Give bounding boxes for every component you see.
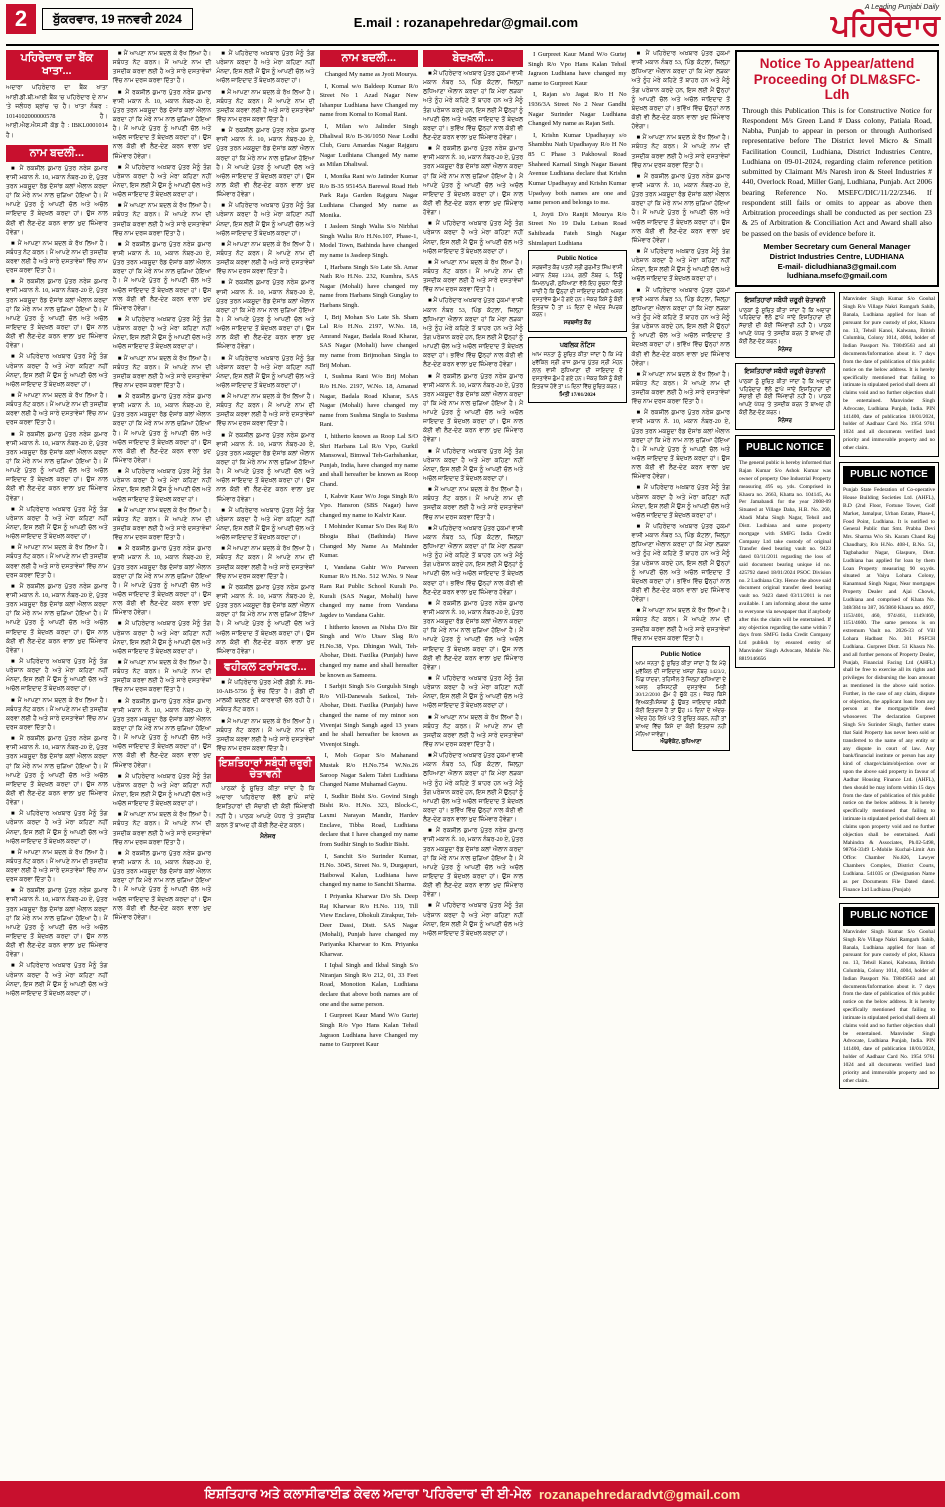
notice-paragraph: ■ ਮੈਂ ਰਕਸ਼ੀਲ ਕੁਮਾਰ ਪੁੱਤਰ ਨਰੇਸ਼ ਕੁਮਾਰ ਵਾਸੀ ਮਕਾਨ ਨੰ. 10, ਮਕਾਨ ਨੰਬਰ-20 ਏ, ਪੁੱਤਰ ਤਰਨ ਮਕਸੂਦਾ ਰੋਡ ਦੋਸਾਂਝ ਕਲਾਂ ਐਲਾਨ ਕਰਦਾ ਹਾਂ ਕਿ ਮੇਰੇ ਨਾਮ ਨਾਲ ਜੁੜਿਆ ਹੋਇਆ ਹੈ। ਮੈਂ ਆਪਣੇ ਪੁੱਤਰ ਨੂੰ ਆਪਣੀ ਚੱਲ ਅਤੇ ਅਚੱਲ ਜਾਇਦਾਦ ਤੋਂ ਬੇਦਖ਼ਲ ਕਰਦਾ ਹਾਂ। ਉਸ ਨਾਲ ਕੋਈ ਵੀ ਲੈਣ-ਦੇਣ ਕਰਨ ਵਾਲਾ ਖੁਦ ਜ਼ਿੰਮੇਵਾਰ ਹੋਵੇਗਾ। [423,828,524,899]
notice-paragraph: ■ ਮੈਂ ਪਹਿਰੇਦਾਰ ਅਖ਼ਬਾਰ ਪੁੱਤਰ ਹੁਕਮਾਂ ਵਾਸੀ ਮਕਾਨ ਨੰਬਰ 53, ਪਿੰਡ ਕੋਟਲਾ, ਜ਼ਿਲ੍ਹਾ ਲੁਧਿਆਣਾ ਐਲਾਨ ਕਰਦਾ ਹਾਂ ਕਿ ਮੇਰਾ ਲੜਕਾ ਅਤੇ ਨੂੰਹ ਮੇਰੇ ਕਹਿਣੇ ਤੋਂ ਬਾਹਰ ਹਨ ਅਤੇ ਮੈਨੂੰ ਤੰਗ ਪਰੇਸ਼ਾਨ ਕਰਦੇ ਹਨ, ਇਸ ਲਈ ਮੈਂ ਉਨ੍ਹਾਂ ਨੂੰ ਆਪਣੀ ਚੱਲ ਅਤੇ ਅਚੱਲ ਜਾਇਦਾਦ ਤੋਂ ਬੇਦਖ਼ਲ ਕਰਦਾ ਹਾਂ। ਭਵਿੱਖ ਵਿੱਚ ਉਨ੍ਹਾਂ ਨਾਲ ਕੋਈ ਵੀ ਲੈਣ-ਦੇਣ ਕਰਨ ਵਾਲਾ ਖੁਦ ਜ਼ਿੰਮੇਵਾਰ ਹੋਵੇਗਾ। [631,51,730,131]
notice-paragraph: ■ ਮੈਂ ਰਕਸ਼ੀਲ ਕੁਮਾਰ ਪੁੱਤਰ ਨਰੇਸ਼ ਕੁਮਾਰ ਵਾਸੀ ਮਕਾਨ ਨੰ. 10, ਮਕਾਨ ਨੰਬਰ-20 ਏ, ਪੁੱਤਰ ਤਰਨ ਮਕਸੂਦਾ ਰੋਡ ਦੋਸਾਂਝ ਕਲਾਂ ਐਲਾਨ ਕਰਦਾ ਹਾਂ ਕਿ ਮੇਰੇ ਨਾਮ ਨਾਲ ਜੁੜਿਆ ਹੋਇਆ ਹੈ। ਮੈਂ ਆਪਣੇ ਪੁੱਤਰ ਨੂੰ ਆਪਣੀ ਚੱਲ ਅਤੇ ਅਚੱਲ ਜਾਇਦਾਦ ਤੋਂ ਬੇਦਖ਼ਲ ਕਰਦਾ ਹਾਂ। ਉਸ ਨਾਲ ਕੋਈ ਵੀ ਲੈਣ-ਦੇਣ ਕਰਨ ਵਾਲਾ ਖੁਦ ਜ਼ਿੰਮੇਵਾਰ ਹੋਵੇਗਾ। [112,89,212,160]
list-item: I Jasleen Singh Walia S/o Nirbhai Singh Walia R/o H.No.107, Phase-1, Model Town, Bathinda have changed my name is Jasdeep Singh. [319,223,419,259]
list-item: I Mohinder Kumar S/o Des Raj R/o Bhogta Bhai (Bathinda) Have Changed My Name As Mahinder Kumar. [319,523,419,560]
tender-ad-heading: ਇਸ਼ਤਿਹਾਰਾਂ ਸਬੰਧੀ ਜ਼ਰੂਰੀ ਚੇਤਾਵਨੀ [744,368,826,376]
notice-paragraph: ■ ਮੈਂ ਪਹਿਰੇਦਾਰ ਅਖ਼ਬਾਰ ਪੁੱਤਰ ਮੈਨੂੰ ਤੰਗ ਪਰੇਸ਼ਾਨ ਕਰਦਾ ਹੈ ਅਤੇ ਮੇਰਾ ਕਹਿਣਾ ਨਹੀਂ ਮੰਨਦਾ, ਇਸ ਲਈ ਮੈਂ ਉਸ ਨੂੰ ਆਪਣੀ ਚੱਲ ਅਤੇ ਅਚੱਲ ਜਾਇਦਾਦ ਤੋਂ ਬੇਦਖ਼ਲ ਕਰਦਾ ਹਾਂ। [216,203,315,237]
tender-ad-sign: ਮੈਨੇਜਰ [778,346,792,353]
list-item: I, hitherto known as Roop Lal S/O Shri Harbans Lal R/o Vpo, Gurkil Mansowal, Bimwal Teh-Garhshankar, Punjab, India, have changed my name and shall hereafter be known as Roop Chand. [319,432,419,488]
column-7-body [632,50,730,644]
list-item: I Priyanka Kharwar D/o Sh. Deep Raj Kharwar R/o H.No. 119, Till View Enclave, Dhokuli Zirakpur, Teh-Deer Dassi, Distt. SAS Nagar (Mohali), Punjab have changed my Pariyanka Kharwar to Km. Priyanka Kharwar. [319,892,419,958]
tender-ad-body: ਪਾਠਕਾਂ ਨੂੰ ਸੂਚਿਤ ਕੀਤਾ ਜਾਂਦਾ ਹੈ ਕਿ ਅਦਾਰਾ 'ਪਹਿਰੇਦਾਰ' ਵੱਲੋਂ ਛਾਪੇ ਜਾਂਦੇ ਇਸ਼ਤਿਹਾਰਾਂ ਦੀ ਸੱਚਾਈ ਦੀ ਕੋਈ ਜ਼ਿੰਮੇਵਾਰੀ ਨਹੀਂ ਹੈ। ਪਾਠਕ ਆਪਣੇ ਪੱਧਰ 'ਤੇ ਤਸਦੀਕ ਕਰਨ ਤੋਂ ਬਾਅਦ ਹੀ ਕੋਈ ਲੈਣ-ਦੇਣ ਕਰਨ। [738,307,831,345]
notice-paragraph: ■ ਮੈਂ ਪਹਿਰੇਦਾਰ ਅਖ਼ਬਾਰ ਪੁੱਤਰ ਮੈਨੂੰ ਤੰਗ ਪਰੇਸ਼ਾਨ ਕਰਦਾ ਹੈ ਅਤੇ ਮੇਰਾ ਕਹਿਣਾ ਨਹੀਂ ਮੰਨਦਾ, ਇਸ ਲਈ ਮੈਂ ਉਸ ਨੂੰ ਆਪਣੀ ਚੱਲ ਅਤੇ ਅਚੱਲ ਜਾਇਦਾਦ ਤੋਂ ਬੇਦਖ਼ਲ ਕਰਦਾ ਹਾਂ। [6,506,108,541]
section-head-badsaluki: ਬੇਦਖ਼ਲੀ... [423,50,523,67]
publication-logo [739,4,939,40]
notice-paragraph: ■ ਮੈਂ ਰਕਸ਼ੀਲ ਕੁਮਾਰ ਪੁੱਤਰ ਨਰੇਸ਼ ਕੁਮਾਰ ਵਾਸੀ ਮਕਾਨ ਨੰ. 10, ਮਕਾਨ ਨੰਬਰ-20 ਏ, ਪੁੱਤਰ ਤਰਨ ਮਕਸੂਦਾ ਰੋਡ ਦੋਸਾਂਝ ਕਲਾਂ ਐਲਾਨ ਕਰਦਾ ਹਾਂ ਕਿ ਮੇਰੇ ਨਾਮ ਨਾਲ ਜੁੜਿਆ ਹੋਇਆ ਹੈ। ਮੈਂ ਆਪਣੇ ਪੁੱਤਰ ਨੂੰ ਆਪਣੀ ਚੱਲ ਅਤੇ ਅਚੱਲ ਜਾਇਦਾਦ ਤੋਂ ਬੇਦਖ਼ਲ ਕਰਦਾ ਹਾਂ। ਉਸ ਨਾਲ ਕੋਈ ਵੀ ਲੈਣ-ਦੇਣ ਕਰਨ ਵਾਲਾ ਖੁਦ ਜ਼ਿੰਮੇਵਾਰ ਹੋਵੇਗਾ। [631,410,730,481]
public-notice-small-4 [528,337,626,403]
notice-paragraph: ■ ਮੈਂ ਆਪਣਾ ਨਾਮ ਬਦਲ ਕੇ ਰੱਖ ਲਿਆ ਹੈ। ਸਬੰਧਤ ਨੋਟ ਕਰਨ। ਮੈਂ ਆਪਣੇ ਨਾਮ ਦੀ ਤਸਦੀਕ ਕਰਵਾ ਲਈ ਹੈ ਅਤੇ ਸਾਰੇ ਦਸਤਾਵੇਜ਼ਾਂ ਵਿੱਚ ਨਾਮ ਦਰਜ ਕਰਵਾ ਦਿੱਤਾ ਹੈ। [6,393,108,427]
notice-paragraph: ■ ਮੈਂ ਆਪਣਾ ਨਾਮ ਬਦਲ ਕੇ ਰੱਖ ਲਿਆ ਹੈ। ਸਬੰਧਤ ਨੋਟ ਕਰਨ। ਮੈਂ ਆਪਣੇ ਨਾਮ ਦੀ ਤਸਦੀਕ ਕਰਵਾ ਲਈ ਹੈ ਅਤੇ ਸਾਰੇ ਦਸਤਾਵੇਜ਼ਾਂ ਵਿੱਚ ਨਾਮ ਦਰਜ ਕਰਵਾ ਦਿੱਤਾ ਹੈ। [216,718,315,752]
public-notice-en-3 [839,903,939,1089]
section-head-tender: ਇਸ਼ਤਿਹਾਰਾਂ ਸਬੰਧੀ ਜ਼ਰੂਰੀ ਚੇਤਾਵਨੀ [216,756,314,782]
notice-paragraph: ■ ਮੈਂ ਰਕਸ਼ੀਲ ਕੁਮਾਰ ਪੁੱਤਰ ਨਰੇਸ਼ ਕੁਮਾਰ ਵਾਸੀ ਮਕਾਨ ਨੰ. 10, ਮਕਾਨ ਨੰਬਰ-20 ਏ, ਪੁੱਤਰ ਤਰਨ ਮਕਸੂਦਾ ਰੋਡ ਦੋਸਾਂਝ ਕਲਾਂ ਐਲਾਨ ਕਰਦਾ ਹਾਂ ਕਿ ਮੇਰੇ ਨਾਮ ਨਾਲ ਜੁੜਿਆ ਹੋਇਆ ਹੈ। ਮੈਂ ਆਪਣੇ ਪੁੱਤਰ ਨੂੰ ਆਪਣੀ ਚੱਲ ਅਤੇ ਅਚੱਲ ਜਾਇਦਾਦ ਤੋਂ ਬੇਦਖ਼ਲ ਕਰਦਾ ਹਾਂ। ਉਸ ਨਾਲ ਕੋਈ ਵੀ ਲੈਣ-ਦੇਣ ਕਰਨ ਵਾਲਾ ਖੁਦ ਜ਼ਿੰਮੇਵਾਰ ਹੋਵੇਗਾ। [6,583,108,654]
content-grid [6,50,939,1465]
list-item: I Sarbjit Singh S/o Gurgulsh Singh R/o Vill-Danewals Satkosl, Teh-Abohar, Distt. Fazilka (Punjab) have changed the name of my minor son Vivenjat Singh Sangh aged 13 years and he shall hereafter be known as Vivenjot Singh. [319,683,419,748]
column-6 [528,50,626,1465]
section-head-vehicle-transfer: ਵਹੀਕਲ ਟਰਾਂਸਫਰ... [216,659,314,676]
public-notice-body: The general public is hereby informed that Rajan Kumar S/o Ashok Kumar was owner of property One Industrial Property measuring 495 sq. yds. Comprised in Khasra no. 2663, Khatta no. 104145, As Per Jamabandi for the year 2008-09 Situated at Village Daha, H.B. No. 260, Abadi Maha Singh Nagar, Tehsil and Distt. Ludhiana and same property mortgage with SMFG India Credit Company Ltd take custody of original Transfer deed bearing vault no. 9423 dated 03/11/2011 regarding the loss of said document bearing unique id no. 425792 dated 18/01/2024 PSOC Division no. 2 Ludhiana City. Hence the above said document original transfer deed bearing vault no. 9423 dated 03/11/2011 is not available. I am informing about the same to everyone via newspaper that if anybody after this the claim will be entertained. If any objection regarding the same within 7 days from SMFG India Credit Company Ltd publish by ensured entity of Manvinder Singh Advocate, Mobile No. 8819146656 [738,460,831,662]
notice-paragraph: ■ ਮੈਂ ਪਹਿਰੇਦਾਰ ਪੁੱਤਰ ਮੇਰੀ ਗੱਡੀ ਨੰ. PB-10-AB-5756 ਨੂੰ ਵੇਚ ਦਿੱਤਾ ਹੈ। ਗੱਡੀ ਦੀ ਮਾਲਕੀ ਬਦਲਣ ਦੀ ਕਾਰਵਾਈ ਚੱਲ ਰਹੀ ਹੈ। ਸਬੰਧਤ ਨੋਟ ਕਰਨ। [216,680,315,714]
column-4 [320,50,418,1465]
notice-paragraph: ■ ਮੈਂ ਪਹਿਰੇਦਾਰ ਅਖ਼ਬਾਰ ਪੁੱਤਰ ਮੈਨੂੰ ਤੰਗ ਪਰੇਸ਼ਾਨ ਕਰਦਾ ਹੈ ਅਤੇ ਮੇਰਾ ਕਹਿਣਾ ਨਹੀਂ ਮੰਨਦਾ, ਇਸ ਲਈ ਮੈਂ ਉਸ ਨੂੰ ਆਪਣੀ ਚੱਲ ਅਤੇ ਅਚੱਲ ਜਾਇਦਾਦ ਤੋਂ ਬੇਦਖ਼ਲ ਕਰਦਾ ਹਾਂ। [6,963,108,997]
column-1 [6,50,108,1465]
list-item: I, Joyti D/o Ranjit Mourya R/o Street No 19 Dalu Leisan Road Sahibzada Fateh Singh Nagar Shimlapuri Ludhiana [528,210,627,247]
notice-paragraph: ■ ਮੈਂ ਪਹਿਰੇਦਾਰ ਅਖ਼ਬਾਰ ਪੁੱਤਰ ਮੈਨੂੰ ਤੰਗ ਪਰੇਸ਼ਾਨ ਕਰਦਾ ਹੈ ਅਤੇ ਮੇਰਾ ਕਹਿਣਾ ਨਹੀਂ ਮੰਨਦਾ, ਇਸ ਲਈ ਮੈਂ ਉਸ ਨੂੰ ਆਪਣੀ ਚੱਲ ਅਤੇ ਅਚੱਲ ਜਾਇਦਾਦ ਤੋਂ ਬੇਦਖ਼ਲ ਕਰਦਾ ਹਾਂ। [6,354,108,388]
notice-paragraph: ■ ਮੈਂ ਪਹਿਰੇਦਾਰ ਅਖ਼ਬਾਰ ਪੁੱਤਰ ਮੈਨੂੰ ਤੰਗ ਪਰੇਸ਼ਾਨ ਕਰਦਾ ਹੈ ਅਤੇ ਮੇਰਾ ਕਹਿਣਾ ਨਹੀਂ ਮੰਨਦਾ, ਇਸ ਲਈ ਮੈਂ ਉਸ ਨੂੰ ਆਪਣੀ ਚੱਲ ਅਤੇ ਅਚੱਲ ਜਾਇਦਾਦ ਤੋਂ ਬੇਦਖ਼ਲ ਕਰਦਾ ਹਾਂ। [423,903,524,937]
column-1-body [6,165,108,999]
logo-wordmark: ਪਹਿਰੇਦਾਰ [830,9,939,42]
section-head-name-change-1: ਨਾਮ ਬਦਲੀ... [6,145,108,162]
notice-paragraph: ■ ਮੈਂ ਆਪਣਾ ਨਾਮ ਬਦਲ ਕੇ ਰੱਖ ਲਿਆ ਹੈ। ਸਬੰਧਤ ਨੋਟ ਕਰਨ। ਮੈਂ ਆਪਣੇ ਨਾਮ ਦੀ ਤਸਦੀਕ ਕਰਵਾ ਲਈ ਹੈ ਅਤੇ ਸਾਰੇ ਦਸਤਾਵੇਜ਼ਾਂ ਵਿੱਚ ਨਾਮ ਦਰਜ ਕਰਵਾ ਦਿੱਤਾ ਹੈ। [6,545,108,579]
notice-paragraph: ■ ਮੈਂ ਰਕਸ਼ੀਲ ਕੁਮਾਰ ਪੁੱਤਰ ਨਰੇਸ਼ ਕੁਮਾਰ ਵਾਸੀ ਮਕਾਨ ਨੰ. 10, ਮਕਾਨ ਨੰਬਰ-20 ਏ, ਪੁੱਤਰ ਤਰਨ ਮਕਸੂਦਾ ਰੋਡ ਦੋਸਾਂਝ ਕਲਾਂ ਐਲਾਨ ਕਰਦਾ ਹਾਂ ਕਿ ਮੇਰੇ ਨਾਮ ਨਾਲ ਜੁੜਿਆ ਹੋਇਆ ਹੈ। ਮੈਂ ਆਪਣੇ ਪੁੱਤਰ ਨੂੰ ਆਪਣੀ ਚੱਲ ਅਤੇ ਅਚੱਲ ਜਾਇਦਾਦ ਤੋਂ ਬੇਦਖ਼ਲ ਕਰਦਾ ਹਾਂ। ਉਸ ਨਾਲ ਕੋਈ ਵੀ ਲੈਣ-ਦੇਣ ਕਰਨ ਵਾਲਾ ਖੁਦ ਜ਼ਿੰਮੇਵਾਰ ਹੋਵੇਗਾ। [423,146,524,217]
notice-paragraph: ■ ਮੈਂ ਰਕਸ਼ੀਲ ਕੁਮਾਰ ਪੁੱਤਰ ਨਰੇਸ਼ ਕੁਮਾਰ ਵਾਸੀ ਮਕਾਨ ਨੰ. 10, ਮਕਾਨ ਨੰਬਰ-20 ਏ, ਪੁੱਤਰ ਤਰਨ ਮਕਸੂਦਾ ਰੋਡ ਦੋਸਾਂਝ ਕਲਾਂ ਐਲਾਨ ਕਰਦਾ ਹਾਂ ਕਿ ਮੇਰੇ ਨਾਮ ਨਾਲ ਜੁੜਿਆ ਹੋਇਆ ਹੈ। ਮੈਂ ਆਪਣੇ ਪੁੱਤਰ ਨੂੰ ਆਪਣੀ ਚੱਲ ਅਤੇ ਅਚੱਲ ਜਾਇਦਾਦ ਤੋਂ ਬੇਦਖ਼ਲ ਕਰਦਾ ਹਾਂ। ਉਸ ਨਾਲ ਕੋਈ ਵੀ ਲੈਣ-ਦੇਣ ਕਰਨ ਵਾਲਾ ਖੁਦ ਜ਼ਿੰਮੇਵਾਰ ਹੋਵੇਗਾ। [6,165,108,236]
notice-paragraph: ■ ਮੈਂ ਆਪਣਾ ਨਾਮ ਬਦਲ ਕੇ ਰੱਖ ਲਿਆ ਹੈ। ਸਬੰਧਤ ਨੋਟ ਕਰਨ। ਮੈਂ ਆਪਣੇ ਨਾਮ ਦੀ ਤਸਦੀਕ ਕਰਵਾ ਲਈ ਹੈ ਅਤੇ ਸਾਰੇ ਦਸਤਾਵੇਜ਼ਾਂ ਵਿੱਚ ਨਾਮ ਦਰਜ ਕਰਵਾ ਦਿੱਤਾ ਹੈ। [112,660,212,694]
notice-paragraph: ■ ਮੈਂ ਪਹਿਰੇਦਾਰ ਅਖ਼ਬਾਰ ਪੁੱਤਰ ਮੈਨੂੰ ਤੰਗ ਪਰੇਸ਼ਾਨ ਕਰਦਾ ਹੈ ਅਤੇ ਮੇਰਾ ਕਹਿਣਾ ਨਹੀਂ ਮੰਨਦਾ, ਇਸ ਲਈ ਮੈਂ ਉਸ ਨੂੰ ਆਪਣੀ ਚੱਲ ਅਤੇ ਅਚੱਲ ਜਾਇਦਾਦ ਤੋਂ ਬੇਦਖ਼ਲ ਕਰਦਾ ਹਾਂ। [423,676,524,710]
tender-ad-1 [735,292,835,358]
tender-body [216,785,314,842]
section-head-name-change-2: ਨਾਮ ਬਦਲੀ... [320,50,418,67]
list-item: I, Brij Mohan S/o Late Sh. Sham Lal R/o H.No. 2197, W.No. 18, Amrand Nagar, Badala Road Kharar, SAS Nagar (Mohali) have changed my name from Brijmohan Singla to Brij Mohan. [319,313,419,369]
page-footer [0,1481,945,1507]
notice-paragraph: ■ ਮੈਂ ਰਕਸ਼ੀਲ ਕੁਮਾਰ ਪੁੱਤਰ ਨਰੇਸ਼ ਕੁਮਾਰ ਵਾਸੀ ਮਕਾਨ ਨੰ. 10, ਮਕਾਨ ਨੰਬਰ-20 ਏ, ਪੁੱਤਰ ਤਰਨ ਮਕਸੂਦਾ ਰੋਡ ਦੋਸਾਂਝ ਕਲਾਂ ਐਲਾਨ ਕਰਦਾ ਹਾਂ ਕਿ ਮੇਰੇ ਨਾਮ ਨਾਲ ਜੁੜਿਆ ਹੋਇਆ ਹੈ। ਮੈਂ ਆਪਣੇ ਪੁੱਤਰ ਨੂੰ ਆਪਣੀ ਚੱਲ ਅਤੇ ਅਚੱਲ ਜਾਇਦਾਦ ਤੋਂ ਬੇਦਖ਼ਲ ਕਰਦਾ ਹਾਂ। ਉਸ ਨਾਲ ਕੋਈ ਵੀ ਲੈਣ-ਦੇਣ ਕਰਨ ਵਾਲਾ ਖੁਦ ਜ਼ਿੰਮੇਵਾਰ ਹੋਵੇਗਾ। [112,394,212,465]
list-item: Changed My name as Jyoti Mourya. [324,71,418,78]
list-item: I, Sanchit S/o Surinder Kumar, H.No. 3045, Street No. 9, Durgapuri, Haibowal Kalun, Ludhiana have changed my name to Sanchit Sharma. [319,852,419,889]
notice-paragraph: ■ ਮੈਂ ਆਪਣਾ ਨਾਮ ਬਦਲ ਕੇ ਰੱਖ ਲਿਆ ਹੈ। ਸਬੰਧਤ ਨੋਟ ਕਰਨ। ਮੈਂ ਆਪਣੇ ਨਾਮ ਦੀ ਤਸਦੀਕ ਕਰਵਾ ਲਈ ਹੈ ਅਤੇ ਸਾਰੇ ਦਸਤਾਵੇਜ਼ਾਂ ਵਿੱਚ ਨਾਮ ਦਰਜ ਕਰਵਾ ਦਿੱਤਾ ਹੈ। [112,812,212,846]
notice-paragraph: ■ ਮੈਂ ਪਹਿਰੇਦਾਰ ਅਖ਼ਬਾਰ ਪੁੱਤਰ ਮੈਨੂੰ ਤੰਗ ਪਰੇਸ਼ਾਨ ਕਰਦਾ ਹੈ ਅਤੇ ਮੇਰਾ ਕਹਿਣਾ ਨਹੀਂ ਮੰਨਦਾ, ਇਸ ਲਈ ਮੈਂ ਉਸ ਨੂੰ ਆਪਣੀ ਚੱਲ ਅਤੇ ਅਚੱਲ ਜਾਇਦਾਦ ਤੋਂ ਬੇਦਖ਼ਲ ਕਰਦਾ ਹਾਂ। [112,469,212,503]
notice-paragraph: ■ ਮੈਂ ਰਕਸ਼ੀਲ ਕੁਮਾਰ ਪੁੱਤਰ ਨਰੇਸ਼ ਕੁਮਾਰ ਵਾਸੀ ਮਕਾਨ ਨੰ. 10, ਮਕਾਨ ਨੰਬਰ-20 ਏ, ਪੁੱਤਰ ਤਰਨ ਮਕਸੂਦਾ ਰੋਡ ਦੋਸਾਂਝ ਕਲਾਂ ਐਲਾਨ ਕਰਦਾ ਹਾਂ ਕਿ ਮੇਰੇ ਨਾਮ ਨਾਲ ਜੁੜਿਆ ਹੋਇਆ ਹੈ। ਮੈਂ ਆਪਣੇ ਪੁੱਤਰ ਨੂੰ ਆਪਣੀ ਚੱਲ ਅਤੇ ਅਚੱਲ ਜਾਇਦਾਦ ਤੋਂ ਬੇਦਖ਼ਲ ਕਰਦਾ ਹਾਂ। ਉਸ ਨਾਲ ਕੋਈ ਵੀ ਲੈਣ-ਦੇਣ ਕਰਨ ਵਾਲਾ ਖੁਦ ਜ਼ਿੰਮੇਵਾਰ ਹੋਵੇਗਾ। [216,584,315,655]
public-notice-heading: Public Notice [660,650,701,658]
notice-paragraph: ■ ਮੈਂ ਪਹਿਰੇਦਾਰ ਅਖ਼ਬਾਰ ਪੁੱਤਰ ਮੈਨੂੰ ਤੰਗ ਪਰੇਸ਼ਾਨ ਕਰਦਾ ਹੈ ਅਤੇ ਮੇਰਾ ਕਹਿਣਾ ਨਹੀਂ ਮੰਨਦਾ, ਇਸ ਲਈ ਮੈਂ ਉਸ ਨੂੰ ਆਪਣੀ ਚੱਲ ਅਤੇ ਅਚੱਲ ਜਾਇਦਾਦ ਤੋਂ ਬੇਦਖ਼ਲ ਕਰਦਾ ਹਾਂ। [6,658,108,693]
list-item: I, Vandana Gahir W/o Parveen Kumar R/o H.No. 512 W.No. 9 Near Ram Rai Public School Kurali Po. Kurali (SAS Nagar, Mohali) have changed my name from Vandana Jagdev to Vandana Gahir. [319,563,419,619]
list-item: I Iqbal Singh and Ikbal Singh S/o Niranjan Singh R/o 212, 01, 33 Feet Road, Monotion Kalan, Ludhiana declare that above both names are of one and the same person. [319,962,419,1008]
rail-col-right [839,292,939,1094]
public-notice-en-1 [735,435,835,668]
public-notice-signature: ਸਰਬਜੀਤ ਕੌਰ [563,320,591,327]
notice-paragraph: ■ ਮੈਂ ਆਪਣਾ ਨਾਮ ਬਦਲ ਕੇ ਰੱਖ ਲਿਆ ਹੈ। ਸਬੰਧਤ ਨੋਟ ਕਰਨ। ਮੈਂ ਆਪਣੇ ਨਾਮ ਦੀ ਤਸਦੀਕ ਕਰਵਾ ਲਈ ਹੈ ਅਤੇ ਸਾਰੇ ਦਸਤਾਵੇਜ਼ਾਂ ਵਿੱਚ ਨਾਮ ਦਰਜ ਕਰਵਾ ਦਿੱਤਾ ਹੈ। [112,51,212,85]
notice-paragraph: ■ ਮੈਂ ਪਹਿਰੇਦਾਰ ਅਖ਼ਬਾਰ ਪੁੱਤਰ ਹੁਕਮਾਂ ਵਾਸੀ ਮਕਾਨ ਨੰਬਰ 53, ਪਿੰਡ ਕੋਟਲਾ, ਜ਼ਿਲ੍ਹਾ ਲੁਧਿਆਣਾ ਐਲਾਨ ਕਰਦਾ ਹਾਂ ਕਿ ਮੇਰਾ ਲੜਕਾ ਅਤੇ ਨੂੰਹ ਮੇਰੇ ਕਹਿਣੇ ਤੋਂ ਬਾਹਰ ਹਨ ਅਤੇ ਮੈਨੂੰ ਤੰਗ ਪਰੇਸ਼ਾਨ ਕਰਦੇ ਹਨ, ਇਸ ਲਈ ਮੈਂ ਉਨ੍ਹਾਂ ਨੂੰ ਆਪਣੀ ਚੱਲ ਅਤੇ ਅਚੱਲ ਜਾਇਦਾਦ ਤੋਂ ਬੇਦਖ਼ਲ ਕਰਦਾ ਹਾਂ। ਭਵਿੱਖ ਵਿੱਚ ਉਨ੍ਹਾਂ ਨਾਲ ਕੋਈ ਵੀ ਲੈਣ-ਦੇਣ ਕਰਨ ਵਾਲਾ ਖੁਦ ਜ਼ਿੰਮੇਵਾਰ ਹੋਵੇਗਾ। [423,753,524,824]
public-notice-banner: PUBLIC NOTICE [739,439,831,458]
public-notice-body: ਆਮ ਜਨਤਾ ਨੂੰ ਸੂਚਿਤ ਕੀਤਾ ਜਾਂਦਾ ਹੈ ਕਿ ਮੇਰੇ ਮੁਵੱਕਿਲ ਦੀ ਜਾਇਦਾਦ ਖਸਰਾ ਨੰਬਰ 1423/2, ਪਿੰਡ ਧਾਂਦਰਾ, ਤਹਿਸੀਲ ਤੇ ਜ਼ਿਲ੍ਹਾ ਲੁਧਿਆਣਾ ਦੇ ਅਸਲ ਰਜਿਸਟਰੀ ਦਸਤਾਵੇਜ਼ ਮਿਤੀ 30/12/2010 ਗੁੰਮ ਹੋ ਚੁੱਕੇ ਹਨ। ਜੇਕਰ ਕਿਸੇ ਵਿਅਕਤੀ/ਸੰਸਥਾ ਨੂੰ ਉਕਤ ਜਾਇਦਾਦ ਸਬੰਧੀ ਕੋਈ ਇਤਰਾਜ਼ ਹੈ ਤਾਂ ਉਹ 15 ਦਿਨਾਂ ਦੇ ਅੰਦਰ-ਅੰਦਰ ਹੇਠ ਲਿਖੇ ਪਤੇ 'ਤੇ ਸੂਚਿਤ ਕਰਨ, ਨਹੀਂ ਤਾਂ ਬਾਅਦ ਵਿੱਚ ਕਿਸੇ ਦਾ ਕੋਈ ਇਤਰਾਜ਼ ਨਹੀਂ ਮੰਨਿਆ ਜਾਵੇਗਾ। [635,661,726,738]
public-notice-banner: PUBLIC NOTICE [843,907,935,926]
public-notice-heading: ਪਬਲਿਕ ਨੋਟਿਸ [559,342,595,350]
notice-signature-1: Member Secretary cum General Manager [763,241,911,251]
masthead-email: E.mail : rozanapehredar@gmail.com [353,14,579,30]
notice-paragraph: ■ ਮੈਂ ਪਹਿਰੇਦਾਰ ਅਖ਼ਬਾਰ ਪੁੱਤਰ ਹੁਕਮਾਂ ਵਾਸੀ ਮਕਾਨ ਨੰਬਰ 53, ਪਿੰਡ ਕੋਟਲਾ, ਜ਼ਿਲ੍ਹਾ ਲੁਧਿਆਣਾ ਐਲਾਨ ਕਰਦਾ ਹਾਂ ਕਿ ਮੇਰਾ ਲੜਕਾ ਅਤੇ ਨੂੰਹ ਮੇਰੇ ਕਹਿਣੇ ਤੋਂ ਬਾਹਰ ਹਨ ਅਤੇ ਮੈਨੂੰ ਤੰਗ ਪਰੇਸ਼ਾਨ ਕਰਦੇ ਹਨ, ਇਸ ਲਈ ਮੈਂ ਉਨ੍ਹਾਂ ਨੂੰ ਆਪਣੀ ਚੱਲ ਅਤੇ ਅਚੱਲ ਜਾਇਦਾਦ ਤੋਂ ਬੇਦਖ਼ਲ ਕਰਦਾ ਹਾਂ। ਭਵਿੱਖ ਵਿੱਚ ਉਨ੍ਹਾਂ ਨਾਲ ਕੋਈ ਵੀ ਲੈਣ-ਦੇਣ ਕਰਨ ਵਾਲਾ ਖੁਦ ਜ਼ਿੰਮੇਵਾਰ ਹੋਵੇਗਾ। [631,524,730,604]
notice-paragraph: ■ ਮੈਂ ਆਪਣਾ ਨਾਮ ਬਦਲ ਕੇ ਰੱਖ ਲਿਆ ਹੈ। ਸਬੰਧਤ ਨੋਟ ਕਰਨ। ਮੈਂ ਆਪਣੇ ਨਾਮ ਦੀ ਤਸਦੀਕ ਕਰਵਾ ਲਈ ਹੈ ਅਤੇ ਸਾਰੇ ਦਸਤਾਵੇਜ਼ਾਂ ਵਿੱਚ ਨਾਮ ਦਰਜ ਕਰਵਾ ਦਿੱਤਾ ਹੈ। [112,203,212,237]
public-notice-small-2 [632,646,730,751]
notice-paragraph: ■ ਮੈਂ ਰਕਸ਼ੀਲ ਕੁਮਾਰ ਪੁੱਤਰ ਨਰੇਸ਼ ਕੁਮਾਰ ਵਾਸੀ ਮਕਾਨ ਨੰ. 10, ਮਕਾਨ ਨੰਬਰ-20 ਏ, ਪੁੱਤਰ ਤਰਨ ਮਕਸੂਦਾ ਰੋਡ ਦੋਸਾਂਝ ਕਲਾਂ ਐਲਾਨ ਕਰਦਾ ਹਾਂ ਕਿ ਮੇਰੇ ਨਾਮ ਨਾਲ ਜੁੜਿਆ ਹੋਇਆ ਹੈ। ਮੈਂ ਆਪਣੇ ਪੁੱਤਰ ਨੂੰ ਆਪਣੀ ਚੱਲ ਅਤੇ ਅਚੱਲ ਜਾਇਦਾਦ ਤੋਂ ਬੇਦਖ਼ਲ ਕਰਦਾ ਹਾਂ। ਉਸ ਨਾਲ ਕੋਈ ਵੀ ਲੈਣ-ਦੇਣ ਕਰਨ ਵਾਲਾ ਖੁਦ ਜ਼ਿੰਮੇਵਾਰ ਹੋਵੇਗਾ। [216,128,315,199]
list-item: I, Harbans Singh S/o Late Sh. Amar Nath R/o H.No. 232, Kumhra, SAS Nagar (Mohali) have changed my name from Harbans Singh Gunglay to Harbans Singh. [319,263,419,310]
notice-paragraph: ■ ਮੈਂ ਪਹਿਰੇਦਾਰ ਅਖ਼ਬਾਰ ਪੁੱਤਰ ਮੈਨੂੰ ਤੰਗ ਪਰੇਸ਼ਾਨ ਕਰਦਾ ਹੈ ਅਤੇ ਮੇਰਾ ਕਹਿਣਾ ਨਹੀਂ ਮੰਨਦਾ, ਇਸ ਲਈ ਮੈਂ ਉਸ ਨੂੰ ਆਪਣੀ ਚੱਲ ਅਤੇ ਅਚੱਲ ਜਾਇਦਾਦ ਤੋਂ ਬੇਦਖ਼ਲ ਕਰਦਾ ਹਾਂ। [6,811,108,845]
notice-paragraph: ■ ਮੈਂ ਪਹਿਰੇਦਾਰ ਅਖ਼ਬਾਰ ਪੁੱਤਰ ਹੁਕਮਾਂ ਵਾਸੀ ਮਕਾਨ ਨੰਬਰ 53, ਪਿੰਡ ਕੋਟਲਾ, ਜ਼ਿਲ੍ਹਾ ਲੁਧਿਆਣਾ ਐਲਾਨ ਕਰਦਾ ਹਾਂ ਕਿ ਮੇਰਾ ਲੜਕਾ ਅਤੇ ਨੂੰਹ ਮੇਰੇ ਕਹਿਣੇ ਤੋਂ ਬਾਹਰ ਹਨ ਅਤੇ ਮੈਨੂੰ ਤੰਗ ਪਰੇਸ਼ਾਨ ਕਰਦੇ ਹਨ, ਇਸ ਲਈ ਮੈਂ ਉਨ੍ਹਾਂ ਨੂੰ ਆਪਣੀ ਚੱਲ ਅਤੇ ਅਚੱਲ ਜਾਇਦਾਦ ਤੋਂ ਬੇਦਖ਼ਲ ਕਰਦਾ ਹਾਂ। ਭਵਿੱਖ ਵਿੱਚ ਉਨ੍ਹਾਂ ਨਾਲ ਕੋਈ ਵੀ ਲੈਣ-ਦੇਣ ਕਰਨ ਵਾਲਾ ਖੁਦ ਜ਼ਿੰਮੇਵਾਰ ਹੋਵੇਗਾ। [423,298,524,369]
notice-paragraph: ■ ਮੈਂ ਆਪਣਾ ਨਾਮ ਬਦਲ ਕੇ ਰੱਖ ਲਿਆ ਹੈ। ਸਬੰਧਤ ਨੋਟ ਕਰਨ। ਮੈਂ ਆਪਣੇ ਨਾਮ ਦੀ ਤਸਦੀਕ ਕਰਵਾ ਲਈ ਹੈ ਅਤੇ ਸਾਰੇ ਦਸਤਾਵੇਜ਼ਾਂ ਵਿੱਚ ਨਾਮ ਦਰਜ ਕਰਵਾ ਦਿੱਤਾ ਹੈ। [631,608,730,642]
notice-paragraph: ■ ਮੈਂ ਪਹਿਰੇਦਾਰ ਅਖ਼ਬਾਰ ਪੁੱਤਰ ਮੈਨੂੰ ਤੰਗ ਪਰੇਸ਼ਾਨ ਕਰਦਾ ਹੈ ਅਤੇ ਮੇਰਾ ਕਹਿਣਾ ਨਹੀਂ ਮੰਨਦਾ, ਇਸ ਲਈ ਮੈਂ ਉਸ ਨੂੰ ਆਪਣੀ ਚੱਲ ਅਤੇ ਅਚੱਲ ਜਾਇਦਾਦ ਤੋਂ ਬੇਦਖ਼ਲ ਕਰਦਾ ਹਾਂ। [423,448,524,483]
list-item: I, Sushma Rani W/o Brij Mohan R/o H.No. 2197, W.No. 18, Amanad Nagar, Badala Road Kharar, SAS Nagar (Mohali) have changed my name from Sushma Singla to Sushma Rani. [319,373,419,429]
rail-sub-columns [735,292,939,1094]
page-number: 2 [6,4,36,34]
tender-ad-heading: ਇਸ਼ਤਿਹਾਰਾਂ ਸਬੰਧੀ ਜ਼ਰੂਰੀ ਚੇਤਾਵਨੀ [744,297,826,305]
notice-paragraph: ■ ਮੈਂ ਪਹਿਰੇਦਾਰ ਅਖ਼ਬਾਰ ਪੁੱਤਰ ਮੈਨੂੰ ਤੰਗ ਪਰੇਸ਼ਾਨ ਕਰਦਾ ਹੈ ਅਤੇ ਮੇਰਾ ਕਹਿਣਾ ਨਹੀਂ ਮੰਨਦਾ, ਇਸ ਲਈ ਮੈਂ ਉਸ ਨੂੰ ਆਪਣੀ ਚੱਲ ਅਤੇ ਅਚੱਲ ਜਾਇਦਾਦ ਤੋਂ ਬੇਦਖ਼ਲ ਕਰਦਾ ਹਾਂ। [216,507,315,542]
notice-paragraph: ■ ਮੈਂ ਪਹਿਰੇਦਾਰ ਅਖ਼ਬਾਰ ਪੁੱਤਰ ਮੈਨੂੰ ਤੰਗ ਪਰੇਸ਼ਾਨ ਕਰਦਾ ਹੈ ਅਤੇ ਮੇਰਾ ਕਹਿਣਾ ਨਹੀਂ ਮੰਨਦਾ, ਇਸ ਲਈ ਮੈਂ ਉਸ ਨੂੰ ਆਪਣੀ ਚੱਲ ਅਤੇ ਅਚੱਲ ਜਾਇਦਾਦ ਤੋਂ ਬੇਦਖ਼ਲ ਕਰਦਾ ਹਾਂ। [423,221,524,255]
column-2-body [113,50,211,923]
tender-ad-body: ਪਾਠਕਾਂ ਨੂੰ ਸੂਚਿਤ ਕੀਤਾ ਜਾਂਦਾ ਹੈ ਕਿ ਅਦਾਰਾ 'ਪਹਿਰੇਦਾਰ' ਵੱਲੋਂ ਛਾਪੇ ਜਾਂਦੇ ਇਸ਼ਤਿਹਾਰਾਂ ਦੀ ਸੱਚਾਈ ਦੀ ਕੋਈ ਜ਼ਿੰਮੇਵਾਰੀ ਨਹੀਂ ਹੈ। ਪਾਠਕ ਆਪਣੇ ਪੱਧਰ 'ਤੇ ਤਸਦੀਕ ਕਰਨ ਤੋਂ ਬਾਅਦ ਹੀ ਕੋਈ ਲੈਣ-ਦੇਣ ਕਰਨ। [738,378,831,417]
notice-paragraph: ■ ਮੈਂ ਰਕਸ਼ੀਲ ਕੁਮਾਰ ਪੁੱਤਰ ਨਰੇਸ਼ ਕੁਮਾਰ ਵਾਸੀ ਮਕਾਨ ਨੰ. 10, ਮਕਾਨ ਨੰਬਰ-20 ਏ, ਪੁੱਤਰ ਤਰਨ ਮਕਸੂਦਾ ਰੋਡ ਦੋਸਾਂਝ ਕਲਾਂ ਐਲਾਨ ਕਰਦਾ ਹਾਂ ਕਿ ਮੇਰੇ ਨਾਮ ਨਾਲ ਜੁੜਿਆ ਹੋਇਆ ਹੈ। ਮੈਂ ਆਪਣੇ ਪੁੱਤਰ ਨੂੰ ਆਪਣੀ ਚੱਲ ਅਤੇ ਅਚੱਲ ਜਾਇਦਾਦ ਤੋਂ ਬੇਦਖ਼ਲ ਕਰਦਾ ਹਾਂ। ਉਸ ਨਾਲ ਕੋਈ ਵੀ ਲੈਣ-ਦੇਣ ਕਰਨ ਵਾਲਾ ਖੁਦ ਜ਼ਿੰਮੇਵਾਰ ਹੋਵੇਗਾ। [6,279,108,350]
section-head-bank: ਪਹਿਰੇਦਾਰ ਦਾ ਬੈਂਕ ਖਾਤਾ... [6,50,108,80]
notice-paragraph: ■ ਮੈਂ ਰਕਸ਼ੀਲ ਕੁਮਾਰ ਪੁੱਤਰ ਨਰੇਸ਼ ਕੁਮਾਰ ਵਾਸੀ ਮਕਾਨ ਨੰ. 10, ਮਕਾਨ ਨੰਬਰ-20 ਏ, ਪੁੱਤਰ ਤਰਨ ਮਕਸੂਦਾ ਰੋਡ ਦੋਸਾਂਝ ਕਲਾਂ ਐਲਾਨ ਕਰਦਾ ਹਾਂ ਕਿ ਮੇਰੇ ਨਾਮ ਨਾਲ ਜੁੜਿਆ ਹੋਇਆ ਹੈ। ਮੈਂ ਆਪਣੇ ਪੁੱਤਰ ਨੂੰ ਆਪਣੀ ਚੱਲ ਅਤੇ ਅਚੱਲ ਜਾਇਦਾਦ ਤੋਂ ਬੇਦਖ਼ਲ ਕਰਦਾ ਹਾਂ। ਉਸ ਨਾਲ ਕੋਈ ਵੀ ਲੈਣ-ਦੇਣ ਕਰਨ ਵਾਲਾ ਖੁਦ ਜ਼ਿੰਮੇਵਾਰ ਹੋਵੇਗਾ। [423,600,524,671]
list-item: I hitherto known as Nisha D/o Bir Singh and W/o Utsav Slag R/o H.No.38, Vpo. Dhingsn Wali, Teh-Abohar, Distt. Fazilka (Punjab) have changed my name and shall hereafter be known as Sameera. [319,623,419,679]
list-item: I, Moh Gopar S/o Mahanand Mustak R/o H.No.754 W.No.26 Saroop Nagar Salem Tabri Ludhiana Changed Name Muhamad Gaynu. [319,752,419,789]
public-notice-body: Punjab State Federation of Co-operative House Building Societies Ltd. (AHFL), B.D (2nd Floor, Fortune Tower, Golf Market, Jamalpur, Urban Estate, Phase-I, Food Point, Ludhiana. It is notified to General Public that Smt. Prabha Devi Mrs. Sharma W/o Sh. Karam Chand Raj Chaudhary, R/o H.No. 408-I, B.No. 51, Tagbahadur Nagar, Glaspure, Distt. Ludhiana has applied for loan by them Loan Property measuring 90 sq.yds. situated at Vaiya Lohara Colony, Kanamnad Singh Nagar, Near mortgages Property Dealer and Ajai Chowk, Ludhiana and comprised of Khata No. 348/384 to 387, 36/3860 Khasra no. 4607, 1153/401, 460, 974/461, 1149/460, 1151/4600. The same persons is on extremum Vault no. 2026-33 of Vill Lohara Hadbast No. 301 PSFCH Ludhiana. Gurpreet Distt. 51 Khasra No. and all further persons of Property Dealer, Punjab, Financial Facing Ltd (AHFL) shall be free to exercise all its rights and privileges for disbursing the loan amount as mentioned in the above said notice. Further, in the case of any claim, dispute or objection, the applicant loan from any person at the mortgage/title deed whosoever. The declaration Gurpreet Singh S/o Surinder Singh, further states that Said Property has never been sold or transferred to the name of any entity or any dispute in court of law. Any bank/financial institute or person has any kind of charge/claim/objection over or upon the above said property in favour of Aadhar Housing Finance Ltd. (AHFL), then should be may inform within 15 days from the date of publication of this public notice on the below address. It is hereby specifically mentioned that failing to intimate in stipulated period shall deem all claims upon property void and no further objection shall be entertained. Aadi Mahindra & Associates, Ph.02-5498, 98764-3349 L-Mobile Kuchal-Limit Am Offce: Chamber No.826, Lawyer Chambers Complex, District Courts, Ludhiana. 541035 or (Designation Name as per Documents File Dated dated. Finance Ltd Ludhiana (Punjab) [842,487,935,893]
issue-date: ਬੁੱਕਰਵਾਰ, 19 ਜਨਵਰੀ 2024 [42,8,193,30]
list-item: I Gurpreet Kaur Mand W/o Gurtej Singh R/o Vpo Hans Kalan Tehsil Jagraon Ludhiana have Changed my name to Gurpreet Kaur [319,1012,419,1049]
notice-paragraph: ■ ਮੈਂ ਰਕਸ਼ੀਲ ਕੁਮਾਰ ਪੁੱਤਰ ਨਰੇਸ਼ ਕੁਮਾਰ ਵਾਸੀ ਮਕਾਨ ਨੰ. 10, ਮਕਾਨ ਨੰਬਰ-20 ਏ, ਪੁੱਤਰ ਤਰਨ ਮਕਸੂਦਾ ਰੋਡ ਦੋਸਾਂਝ ਕਲਾਂ ਐਲਾਨ ਕਰਦਾ ਹਾਂ ਕਿ ਮੇਰੇ ਨਾਮ ਨਾਲ ਜੁੜਿਆ ਹੋਇਆ ਹੈ। ਮੈਂ ਆਪਣੇ ਪੁੱਤਰ ਨੂੰ ਆਪਣੀ ਚੱਲ ਅਤੇ ਅਚੱਲ ਜਾਇਦਾਦ ਤੋਂ ਬੇਦਖ਼ਲ ਕਰਦਾ ਹਾਂ। ਉਸ ਨਾਲ ਕੋਈ ਵੀ ਲੈਣ-ਦੇਣ ਕਰਨ ਵਾਲਾ ਖੁਦ ਜ਼ਿੰਮੇਵਾਰ ਹੋਵੇਗਾ। [112,241,212,312]
list-item: I, Sudhir Bisht S/o. Govind Singh Bisht R/o. H.No. 323, Block-C, Laxmi Narayan Mandir, Hardev Enclave, Tibba Road, Ludhiana declare that I have changed my name from Sudhir Singh to Sudhir Bisht. [319,792,419,848]
masthead-rule [6,44,939,46]
name-change-list-en [320,70,418,1050]
tender-ad-2 [735,363,835,429]
notice-paragraph: ■ ਮੈਂ ਆਪਣਾ ਨਾਮ ਬਦਲ ਕੇ ਰੱਖ ਲਿਆ ਹੈ। ਸਬੰਧਤ ਨੋਟ ਕਰਨ। ਮੈਂ ਆਪਣੇ ਨਾਮ ਦੀ ਤਸਦੀਕ ਕਰਵਾ ਲਈ ਹੈ ਅਤੇ ਸਾਰੇ ਦਸਤਾਵੇਜ਼ਾਂ ਵਿੱਚ ਨਾਮ ਦਰਜ ਕਰਵਾ ਦਿੱਤਾ ਹੈ। [631,135,730,169]
notice-paragraph: ■ ਮੈਂ ਪਹਿਰੇਦਾਰ ਅਖ਼ਬਾਰ ਪੁੱਤਰ ਮੈਨੂੰ ਤੰਗ ਪਰੇਸ਼ਾਨ ਕਰਦਾ ਹੈ ਅਤੇ ਮੇਰਾ ਕਹਿਣਾ ਨਹੀਂ ਮੰਨਦਾ, ਇਸ ਲਈ ਮੈਂ ਉਸ ਨੂੰ ਆਪਣੀ ਚੱਲ ਅਤੇ ਅਚੱਲ ਜਾਇਦਾਦ ਤੋਂ ਬੇਦਖ਼ਲ ਕਰਦਾ ਹਾਂ। [631,485,730,519]
column-3-body-top [216,50,314,657]
notice-paragraph: ■ ਮੈਂ ਰਕਸ਼ੀਲ ਕੁਮਾਰ ਪੁੱਤਰ ਨਰੇਸ਼ ਕੁਮਾਰ ਵਾਸੀ ਮਕਾਨ ਨੰ. 10, ਮਕਾਨ ਨੰਬਰ-20 ਏ, ਪੁੱਤਰ ਤਰਨ ਮਕਸੂਦਾ ਰੋਡ ਦੋਸਾਂਝ ਕਲਾਂ ਐਲਾਨ ਕਰਦਾ ਹਾਂ ਕਿ ਮੇਰੇ ਨਾਮ ਨਾਲ ਜੁੜਿਆ ਹੋਇਆ ਹੈ। ਮੈਂ ਆਪਣੇ ਪੁੱਤਰ ਨੂੰ ਆਪਣੀ ਚੱਲ ਅਤੇ ਅਚੱਲ ਜਾਇਦਾਦ ਤੋਂ ਬੇਦਖ਼ਲ ਕਰਦਾ ਹਾਂ। ਉਸ ਨਾਲ ਕੋਈ ਵੀ ਲੈਣ-ਦੇਣ ਕਰਨ ਵਾਲਾ ਖੁਦ ਜ਼ਿੰਮੇਵਾਰ ਹੋਵੇਗਾ। [631,173,730,244]
vehicle-transfer-body [216,679,314,754]
notice-paragraph: ■ ਮੈਂ ਆਪਣਾ ਨਾਮ ਬਦਲ ਕੇ ਰੱਖ ਲਿਆ ਹੈ। ਸਬੰਧਤ ਨੋਟ ਕਰਨ। ਮੈਂ ਆਪਣੇ ਨਾਮ ਦੀ ਤਸਦੀਕ ਕਰਵਾ ਲਈ ਹੈ ਅਤੇ ਸਾਰੇ ਦਸਤਾਵੇਜ਼ਾਂ ਵਿੱਚ ਨਾਮ ਦਰਜ ਕਰਵਾ ਦਿੱਤਾ ਹੈ। [6,240,108,275]
masthead [6,4,939,40]
rail-col-left [735,292,835,1094]
notice-paragraph: ■ ਮੈਂ ਆਪਣਾ ਨਾਮ ਬਦਲ ਕੇ ਰੱਖ ਲਿਆ ਹੈ। ਸਬੰਧਤ ਨੋਟ ਕਰਨ। ਮੈਂ ਆਪਣੇ ਨਾਮ ਦੀ ਤਸਦੀਕ ਕਰਵਾ ਲਈ ਹੈ ਅਤੇ ਸਾਰੇ ਦਸਤਾਵੇਜ਼ਾਂ ਵਿੱਚ ਨਾਮ ਦਰਜ ਕਰਵਾ ਦਿੱਤਾ ਹੈ। [216,89,315,123]
notice-signature-2: District Industries Centre, LUDHIANA [769,251,905,261]
notice-paragraph: ■ ਮੈਂ ਆਪਣਾ ਨਾਮ ਬਦਲ ਕੇ ਰੱਖ ਲਿਆ ਹੈ। ਸਬੰਧਤ ਨੋਟ ਕਰਨ। ਮੈਂ ਆਪਣੇ ਨਾਮ ਦੀ ਤਸਦੀਕ ਕਰਵਾ ਲਈ ਹੈ ਅਤੇ ਸਾਰੇ ਦਸਤਾਵੇਜ਼ਾਂ ਵਿੱਚ ਨਾਮ ਦਰਜ ਕਰਵਾ ਦਿੱਤਾ ਹੈ। [6,697,108,731]
notice-paragraph: ■ ਮੈਂ ਪਹਿਰੇਦਾਰ ਅਖ਼ਬਾਰ ਪੁੱਤਰ ਮੈਨੂੰ ਤੰਗ ਪਰੇਸ਼ਾਨ ਕਰਦਾ ਹੈ ਅਤੇ ਮੇਰਾ ਕਹਿਣਾ ਨਹੀਂ ਮੰਨਦਾ, ਇਸ ਲਈ ਮੈਂ ਉਸ ਨੂੰ ਆਪਣੀ ਚੱਲ ਅਤੇ ਅਚੱਲ ਜਾਇਦਾਦ ਤੋਂ ਬੇਦਖ਼ਲ ਕਰਦਾ ਹਾਂ। [112,621,212,655]
notice-paragraph: ■ ਮੈਂ ਰਕਸ਼ੀਲ ਕੁਮਾਰ ਪੁੱਤਰ ਨਰੇਸ਼ ਕੁਮਾਰ ਵਾਸੀ ਮਕਾਨ ਨੰ. 10, ਮਕਾਨ ਨੰਬਰ-20 ਏ, ਪੁੱਤਰ ਤਰਨ ਮਕਸੂਦਾ ਰੋਡ ਦੋਸਾਂਝ ਕਲਾਂ ਐਲਾਨ ਕਰਦਾ ਹਾਂ ਕਿ ਮੇਰੇ ਨਾਮ ਨਾਲ ਜੁੜਿਆ ਹੋਇਆ ਹੈ। ਮੈਂ ਆਪਣੇ ਪੁੱਤਰ ਨੂੰ ਆਪਣੀ ਚੱਲ ਅਤੇ ਅਚੱਲ ਜਾਇਦਾਦ ਤੋਂ ਬੇਦਖ਼ਲ ਕਰਦਾ ਹਾਂ। ਉਸ ਨਾਲ ਕੋਈ ਵੀ ਲੈਣ-ਦੇਣ ਕਰਨ ਵਾਲਾ ਖੁਦ ਜ਼ਿੰਮੇਵਾਰ ਹੋਵੇਗਾ। [6,888,108,959]
notice-paragraph: ■ ਮੈਂ ਆਪਣਾ ਨਾਮ ਬਦਲ ਕੇ ਰੱਖ ਲਿਆ ਹੈ। ਸਬੰਧਤ ਨੋਟ ਕਰਨ। ਮੈਂ ਆਪਣੇ ਨਾਮ ਦੀ ਤਸਦੀਕ ਕਰਵਾ ਲਈ ਹੈ ਅਤੇ ਸਾਰੇ ਦਸਤਾਵੇਜ਼ਾਂ ਵਿੱਚ ਨਾਮ ਦਰਜ ਕਰਵਾ ਦਿੱਤਾ ਹੈ। [631,371,730,406]
notice-paragraph: ■ ਮੈਂ ਰਕਸ਼ੀਲ ਕੁਮਾਰ ਪੁੱਤਰ ਨਰੇਸ਼ ਕੁਮਾਰ ਵਾਸੀ ਮਕਾਨ ਨੰ. 10, ਮਕਾਨ ਨੰਬਰ-20 ਏ, ਪੁੱਤਰ ਤਰਨ ਮਕਸੂਦਾ ਰੋਡ ਦੋਸਾਂਝ ਕਲਾਂ ਐਲਾਨ ਕਰਦਾ ਹਾਂ ਕਿ ਮੇਰੇ ਨਾਮ ਨਾਲ ਜੁੜਿਆ ਹੋਇਆ ਹੈ। ਮੈਂ ਆਪਣੇ ਪੁੱਤਰ ਨੂੰ ਆਪਣੀ ਚੱਲ ਅਤੇ ਅਚੱਲ ਜਾਇਦਾਦ ਤੋਂ ਬੇਦਖ਼ਲ ਕਰਦਾ ਹਾਂ। ਉਸ ਨਾਲ ਕੋਈ ਵੀ ਲੈਣ-ਦੇਣ ਕਰਨ ਵਾਲਾ ਖੁਦ ਜ਼ਿੰਮੇਵਾਰ ਹੋਵੇਗਾ। [6,431,108,502]
notice-paragraph: ■ ਮੈਂ ਪਹਿਰੇਦਾਰ ਅਖ਼ਬਾਰ ਪੁੱਤਰ ਮੈਨੂੰ ਤੰਗ ਪਰੇਸ਼ਾਨ ਕਰਦਾ ਹੈ ਅਤੇ ਮੇਰਾ ਕਹਿਣਾ ਨਹੀਂ ਮੰਨਦਾ, ਇਸ ਲਈ ਮੈਂ ਉਸ ਨੂੰ ਆਪਣੀ ਚੱਲ ਅਤੇ ਅਚੱਲ ਜਾਇਦਾਦ ਤੋਂ ਬੇਦਖ਼ਲ ਕਰਦਾ ਹਾਂ। [112,164,212,199]
notice-paragraph: ■ ਮੈਂ ਆਪਣਾ ਨਾਮ ਬਦਲ ਕੇ ਰੱਖ ਲਿਆ ਹੈ। ਸਬੰਧਤ ਨੋਟ ਕਰਨ। ਮੈਂ ਆਪਣੇ ਨਾਮ ਦੀ ਤਸਦੀਕ ਕਰਵਾ ਲਈ ਹੈ ਅਤੇ ਸਾਰੇ ਦਸਤਾਵੇਜ਼ਾਂ ਵਿੱਚ ਨਾਮ ਦਰਜ ਕਰਵਾ ਦਿੱਤਾ ਹੈ। [112,507,212,542]
notice-paragraph: ■ ਮੈਂ ਰਕਸ਼ੀਲ ਕੁਮਾਰ ਪੁੱਤਰ ਨਰੇਸ਼ ਕੁਮਾਰ ਵਾਸੀ ਮਕਾਨ ਨੰ. 10, ਮਕਾਨ ਨੰਬਰ-20 ਏ, ਪੁੱਤਰ ਤਰਨ ਮਕਸੂਦਾ ਰੋਡ ਦੋਸਾਂਝ ਕਲਾਂ ਐਲਾਨ ਕਰਦਾ ਹਾਂ ਕਿ ਮੇਰੇ ਨਾਮ ਨਾਲ ਜੁੜਿਆ ਹੋਇਆ ਹੈ। ਮੈਂ ਆਪਣੇ ਪੁੱਤਰ ਨੂੰ ਆਪਣੀ ਚੱਲ ਅਤੇ ਅਚੱਲ ਜਾਇਦਾਦ ਤੋਂ ਬੇਦਖ਼ਲ ਕਰਦਾ ਹਾਂ। ਉਸ ਨਾਲ ਕੋਈ ਵੀ ਲੈਣ-ਦੇਣ ਕਰਨ ਵਾਲਾ ਖੁਦ ਜ਼ਿੰਮੇਵਾਰ ਹੋਵੇਗਾ। [112,546,212,617]
public-notice-small-1 [528,250,626,332]
main-legal-notice [735,50,939,287]
list-item: I, Milan w/o Jalinder Singh Dhaliwal R/o B-36/1050 Near Lodhi Club, Guru Amardas Nagar Rajguru Nagar Ludhiana Changed My name as Milan Dhaliwal. [319,123,419,169]
notice-paragraph: ■ ਮੈਂ ਰਕਸ਼ੀਲ ਕੁਮਾਰ ਪੁੱਤਰ ਨਰੇਸ਼ ਕੁਮਾਰ ਵਾਸੀ ਮਕਾਨ ਨੰ. 10, ਮਕਾਨ ਨੰਬਰ-20 ਏ, ਪੁੱਤਰ ਤਰਨ ਮਕਸੂਦਾ ਰੋਡ ਦੋਸਾਂਝ ਕਲਾਂ ਐਲਾਨ ਕਰਦਾ ਹਾਂ ਕਿ ਮੇਰੇ ਨਾਮ ਨਾਲ ਜੁੜਿਆ ਹੋਇਆ ਹੈ। ਮੈਂ ਆਪਣੇ ਪੁੱਤਰ ਨੂੰ ਆਪਣੀ ਚੱਲ ਅਤੇ ਅਚੱਲ ਜਾਇਦਾਦ ਤੋਂ ਬੇਦਖ਼ਲ ਕਰਦਾ ਹਾਂ। ਉਸ ਨਾਲ ਕੋਈ ਵੀ ਲੈਣ-ਦੇਣ ਕਰਨ ਵਾਲਾ ਖੁਦ ਜ਼ਿੰਮੇਵਾਰ ਹੋਵੇਗਾ। [112,850,212,921]
notice-paragraph: ■ ਮੈਂ ਆਪਣਾ ਨਾਮ ਬਦਲ ਕੇ ਰੱਖ ਲਿਆ ਹੈ। ਸਬੰਧਤ ਨੋਟ ਕਰਨ। ਮੈਂ ਆਪਣੇ ਨਾਮ ਦੀ ਤਸਦੀਕ ਕਰਵਾ ਲਈ ਹੈ ਅਤੇ ਸਾਰੇ ਦਸਤਾਵੇਜ਼ਾਂ ਵਿੱਚ ਨਾਮ ਦਰਜ ਕਰਵਾ ਦਿੱਤਾ ਹੈ। [423,714,524,748]
tender-signature: ਮੈਨੇਜਰ [260,833,276,840]
notice-paragraph: ■ ਮੈਂ ਆਪਣਾ ਨਾਮ ਬਦਲ ਕੇ ਰੱਖ ਲਿਆ ਹੈ। ਸਬੰਧਤ ਨੋਟ ਕਰਨ। ਮੈਂ ਆਪਣੇ ਨਾਮ ਦੀ ਤਸਦੀਕ ਕਰਵਾ ਲਈ ਹੈ ਅਤੇ ਸਾਰੇ ਦਸਤਾਵੇਜ਼ਾਂ ਵਿੱਚ ਨਾਮ ਦਰਜ ਕਰਵਾ ਦਿੱਤਾ ਹੈ। [423,487,524,521]
notice-paragraph: ■ ਮੈਂ ਪਹਿਰੇਦਾਰ ਅਖ਼ਬਾਰ ਪੁੱਤਰ ਮੈਨੂੰ ਤੰਗ ਪਰੇਸ਼ਾਨ ਕਰਦਾ ਹੈ ਅਤੇ ਮੇਰਾ ਕਹਿਣਾ ਨਹੀਂ ਮੰਨਦਾ, ਇਸ ਲਈ ਮੈਂ ਉਸ ਨੂੰ ਆਪਣੀ ਚੱਲ ਅਤੇ ਅਚੱਲ ਜਾਇਦਾਦ ਤੋਂ ਬੇਦਖ਼ਲ ਕਰਦਾ ਹਾਂ। [216,355,315,389]
notice-paragraph: ■ ਮੈਂ ਪਹਿਰੇਦਾਰ ਅਖ਼ਬਾਰ ਪੁੱਤਰ ਮੈਨੂੰ ਤੰਗ ਪਰੇਸ਼ਾਨ ਕਰਦਾ ਹੈ ਅਤੇ ਮੇਰਾ ਕਹਿਣਾ ਨਹੀਂ ਮੰਨਦਾ, ਇਸ ਲਈ ਮੈਂ ਉਸ ਨੂੰ ਆਪਣੀ ਚੱਲ ਅਤੇ ਅਚੱਲ ਜਾਇਦਾਦ ਤੋਂ ਬੇਦਖ਼ਲ ਕਰਦਾ ਹਾਂ। [216,51,315,85]
public-notice-body: Manvinder Singh Kumar S/o Goohal Singh R/o Village Nakri Ramgarh Sahib, Banala, Ludhiana applied for loan of pursuant for pure custody of plot, Khasra no. 13, Tehsil Kanoi, Kalwana, British Columbia, Colony 1014, 4004, holder of Indian Passport No. T8049563 and all documents/Information about it. 7 days from the date of publication of this public notice on the below address. It is hereby specifically mentioned that failing to intimate in stipulated period shall deem all claims void and no further objection shall be entertained. Manvinder Singh Advocate, Ludhiana Punjab, India. PIN 141400, date of publication 18/01/2024, holder of Aadhaar Card No. 1954 9761 1024 and all documents verified land priority and immovable property and no other claim. [842,928,935,1084]
classified-ad-body: Manvinder Singh Kumar S/o Goohal Singh R/o Village Nakri Ramgarh Sahib, Banala, Ludhiana applied for loan of pursuant for pure custody of plot, Khasra no. 13, Tehsil Kanoi, Kalwana, British Columbia, Colony 1014, 4004, holder of Indian Passport No. T8049563 and all documents/Information about it. 7 days from the date of publication of this public notice on the below address. It is hereby specifically mentioned that failing to intimate in stipulated period shall deem all claims void and no further objection shall be entertained. Manvinder Singh Advocate, Ludhiana Punjab, India. PIN 141400, date of publication 18/01/2024, holder of Aadhaar Card No. 1954 9761 1024 and all documents verified land priority and immovable property and no other claim. [842,296,935,451]
notice-body: Through this Publication This is for Constructive Notice for Respondent M/s Green Land # Dass colony, Patiala Road, Nabha, Punjab to appear in person or through Authorised representative before The District level Micro & Small Facilitation Council, Ludhiana, District Industries Centre, Ludhiana on 09-01-2024, regarding claim reference petition submitted by Claimant M/s Naresh iron & Steel Industries # 440, Overlock Road, Miller Ganj, Ludhiana, Punjab. Act 2006 bearing Reference No. MSEFC/DIC/11/22/2346. If respondent still fails or omits to appear as above then Arbitration proceedings shall be conducted as per section 23 & 25 of Arbitration & Conciliation Act and Award shall also be passed on the basis of evidence before it. [741,105,932,238]
badsaluki-body [423,70,523,939]
public-notice-heading: Public Notice [557,255,598,263]
notice-paragraph: ■ ਮੈਂ ਆਪਣਾ ਨਾਮ ਬਦਲ ਕੇ ਰੱਖ ਲਿਆ ਹੈ। ਸਬੰਧਤ ਨੋਟ ਕਰਨ। ਮੈਂ ਆਪਣੇ ਨਾਮ ਦੀ ਤਸਦੀਕ ਕਰਵਾ ਲਈ ਹੈ ਅਤੇ ਸਾਰੇ ਦਸਤਾਵੇਜ਼ਾਂ ਵਿੱਚ ਨਾਮ ਦਰਜ ਕਰਵਾ ਦਿੱਤਾ ਹੈ। [216,241,315,276]
notice-paragraph: ■ ਮੈਂ ਪਹਿਰੇਦਾਰ ਅਖ਼ਬਾਰ ਪੁੱਤਰ ਹੁਕਮਾਂ ਵਾਸੀ ਮਕਾਨ ਨੰਬਰ 53, ਪਿੰਡ ਕੋਟਲਾ, ਜ਼ਿਲ੍ਹਾ ਲੁਧਿਆਣਾ ਐਲਾਨ ਕਰਦਾ ਹਾਂ ਕਿ ਮੇਰਾ ਲੜਕਾ ਅਤੇ ਨੂੰਹ ਮੇਰੇ ਕਹਿਣੇ ਤੋਂ ਬਾਹਰ ਹਨ ਅਤੇ ਮੈਨੂੰ ਤੰਗ ਪਰੇਸ਼ਾਨ ਕਰਦੇ ਹਨ, ਇਸ ਲਈ ਮੈਂ ਉਨ੍ਹਾਂ ਨੂੰ ਆਪਣੀ ਚੱਲ ਅਤੇ ਅਚੱਲ ਜਾਇਦਾਦ ਤੋਂ ਬੇਦਖ਼ਲ ਕਰਦਾ ਹਾਂ। ਭਵਿੱਖ ਵਿੱਚ ਉਨ੍ਹਾਂ ਨਾਲ ਕੋਈ ਵੀ ਲੈਣ-ਦੇਣ ਕਰਨ ਵਾਲਾ ਖੁਦ ਜ਼ਿੰਮੇਵਾਰ ਹੋਵੇਗਾ। [631,287,730,367]
footer-text: ਇਸ਼ਤਿਹਾਰ ਅਤੇ ਕਲਾਸੀਫਾਈਡ ਕੇਵਲ ਅਦਾਰਾ 'ਪਹਿਰੇਦਾਰ' ਦੀ ਈ-ਮੇਲ [204,1486,531,1501]
column-2 [113,50,211,1465]
tender-text: ਪਾਠਕਾਂ ਨੂੰ ਸੂਚਿਤ ਕੀਤਾ ਜਾਂਦਾ ਹੈ ਕਿ ਅਦਾਰਾ 'ਪਹਿਰੇਦਾਰ' ਵੱਲੋਂ ਛਾਪੇ ਜਾਂਦੇ ਇਸ਼ਤਿਹਾਰਾਂ ਦੀ ਸੱਚਾਈ ਦੀ ਕੋਈ ਜ਼ਿੰਮੇਵਾਰੀ ਨਹੀਂ ਹੈ। ਪਾਠਕ ਆਪਣੇ ਪੱਧਰ 'ਤੇ ਤਸਦੀਕ ਕਰਨ ਤੋਂ ਬਾਅਦ ਹੀ ਕੋਈ ਲੈਣ-ਦੇਣ ਕਰਨ। [216,786,315,829]
footer-email[interactable]: rozanapehredaradvt@gmail.com [538,1486,741,1502]
list-item: I Gurpreet Kaur Mand W/o Gurtej Singh R/o Vpo Hans Kalan Tehsil Jagraon Ludhiana have changed my name to Gurpreet Kaur [528,51,627,87]
right-rail [735,50,939,1465]
notice-email-1: E-mail- dicludhiana3@gmail.com [777,261,897,271]
column-5 [423,50,523,1465]
logo-tagline: A Leading Punjabi Daily [864,4,939,11]
public-notice-body: ਆਮ ਜਨਤਾ ਨੂੰ ਸੂਚਿਤ ਕੀਤਾ ਜਾਂਦਾ ਹੈ ਕਿ ਮੇਰੇ ਮੁਵੱਕਿਲ ਸ੍ਰੀ ਰਾਜ ਕੁਮਾਰ ਪੁੱਤਰ ਸ੍ਰੀ ਮੋਹਨ ਲਾਲ ਵਾਸੀ ਲੁਧਿਆਣਾ ਦੀ ਜਾਇਦਾਦ ਦੇ ਦਸਤਾਵੇਜ਼ ਗੁੰਮ ਹੋ ਗਏ ਹਨ। ਜੇਕਰ ਕਿਸੇ ਨੂੰ ਕੋਈ ਇਤਰਾਜ਼ ਹੋਵੇ ਤਾਂ 15 ਦਿਨਾਂ ਵਿੱਚ ਸੂਚਿਤ ਕਰਨ। [532,352,623,390]
list-item: I, Kabvir Kaur W/o Joga Singh R/o Vpo. Hansron (SBS Nagar) have changed my name to Kalvir Kaur. [319,492,419,519]
public-notice-banner: PUBLIC NOTICE [843,466,935,485]
notice-paragraph: ■ ਮੈਂ ਰਕਸ਼ੀਲ ਕੁਮਾਰ ਪੁੱਤਰ ਨਰੇਸ਼ ਕੁਮਾਰ ਵਾਸੀ ਮਕਾਨ ਨੰ. 10, ਮਕਾਨ ਨੰਬਰ-20 ਏ, ਪੁੱਤਰ ਤਰਨ ਮਕਸੂਦਾ ਰੋਡ ਦੋਸਾਂਝ ਕਲਾਂ ਐਲਾਨ ਕਰਦਾ ਹਾਂ ਕਿ ਮੇਰੇ ਨਾਮ ਨਾਲ ਜੁੜਿਆ ਹੋਇਆ ਹੈ। ਮੈਂ ਆਪਣੇ ਪੁੱਤਰ ਨੂੰ ਆਪਣੀ ਚੱਲ ਅਤੇ ਅਚੱਲ ਜਾਇਦਾਦ ਤੋਂ ਬੇਦਖ਼ਲ ਕਰਦਾ ਹਾਂ। ਉਸ ਨਾਲ ਕੋਈ ਵੀ ਲੈਣ-ਦੇਣ ਕਰਨ ਵਾਲਾ ਖੁਦ ਜ਼ਿੰਮੇਵਾਰ ਹੋਵੇਗਾ। [216,432,315,503]
public-notice-body: ਸਰਬਜੀਤ ਕੌਰ ਪਤਨੀ ਸ੍ਰੀ ਗੁਰਮੀਤ ਸਿੰਘ ਵਾਸੀ ਮਕਾਨ ਨੰਬਰ 1234, ਗਲੀ ਨੰਬਰ 5, ਨਿਊ ਸ਼ਿਮਲਾਪੁਰੀ, ਲੁਧਿਆਣਾ ਵੱਲੋਂ ਇਹ ਸੂਚਨਾ ਦਿੱਤੀ ਜਾਂਦੀ ਹੈ ਕਿ ਉਨ੍ਹਾਂ ਦੀ ਜਾਇਦਾਦ ਸਬੰਧੀ ਅਸਲ ਦਸਤਾਵੇਜ਼ ਗੁੰਮ ਹੋ ਗਏ ਹਨ। ਜੇਕਰ ਕਿਸੇ ਨੂੰ ਕੋਈ ਇਤਰਾਜ਼ ਹੈ ਤਾਂ 15 ਦਿਨਾਂ ਦੇ ਅੰਦਰ ਸੰਪਰਕ ਕਰਨ। [532,265,623,319]
notice-paragraph: ■ ਮੈਂ ਰਕਸ਼ੀਲ ਕੁਮਾਰ ਪੁੱਤਰ ਨਰੇਸ਼ ਕੁਮਾਰ ਵਾਸੀ ਮਕਾਨ ਨੰ. 10, ਮਕਾਨ ਨੰਬਰ-20 ਏ, ਪੁੱਤਰ ਤਰਨ ਮਕਸੂਦਾ ਰੋਡ ਦੋਸਾਂਝ ਕਲਾਂ ਐਲਾਨ ਕਰਦਾ ਹਾਂ ਕਿ ਮੇਰੇ ਨਾਮ ਨਾਲ ਜੁੜਿਆ ਹੋਇਆ ਹੈ। ਮੈਂ ਆਪਣੇ ਪੁੱਤਰ ਨੂੰ ਆਪਣੀ ਚੱਲ ਅਤੇ ਅਚੱਲ ਜਾਇਦਾਦ ਤੋਂ ਬੇਦਖ਼ਲ ਕਰਦਾ ਹਾਂ। ਉਸ ਨਾਲ ਕੋਈ ਵੀ ਲੈਣ-ਦੇਣ ਕਰਨ ਵਾਲਾ ਖੁਦ ਜ਼ਿੰਮੇਵਾਰ ਹੋਵੇਗਾ। [6,736,108,807]
public-notice-signature: ਮਿਤੀ 17/01/2024 [559,391,596,398]
public-notice-en-2 [839,462,939,899]
name-change-list-en-2 [528,50,626,248]
public-notice-signature: ਐਡਵੋਕੇਟ, ਲੁਧਿਆਣਾ [660,739,702,746]
notice-email-2: ludhiana.msefc@gmail.com [786,271,888,281]
notice-paragraph: ■ ਮੈਂ ਆਪਣਾ ਨਾਮ ਬਦਲ ਕੇ ਰੱਖ ਲਿਆ ਹੈ। ਸਬੰਧਤ ਨੋਟ ਕਰਨ। ਮੈਂ ਆਪਣੇ ਨਾਮ ਦੀ ਤਸਦੀਕ ਕਰਵਾ ਲਈ ਹੈ ਅਤੇ ਸਾਰੇ ਦਸਤਾਵੇਜ਼ਾਂ ਵਿੱਚ ਨਾਮ ਦਰਜ ਕਰਵਾ ਦਿੱਤਾ ਹੈ। [112,355,212,389]
notice-paragraph: ■ ਮੈਂ ਰਕਸ਼ੀਲ ਕੁਮਾਰ ਪੁੱਤਰ ਨਰੇਸ਼ ਕੁਮਾਰ ਵਾਸੀ ਮਕਾਨ ਨੰ. 10, ਮਕਾਨ ਨੰਬਰ-20 ਏ, ਪੁੱਤਰ ਤਰਨ ਮਕਸੂਦਾ ਰੋਡ ਦੋਸਾਂਝ ਕਲਾਂ ਐਲਾਨ ਕਰਦਾ ਹਾਂ ਕਿ ਮੇਰੇ ਨਾਮ ਨਾਲ ਜੁੜਿਆ ਹੋਇਆ ਹੈ। ਮੈਂ ਆਪਣੇ ਪੁੱਤਰ ਨੂੰ ਆਪਣੀ ਚੱਲ ਅਤੇ ਅਚੱਲ ਜਾਇਦਾਦ ਤੋਂ ਬੇਦਖ਼ਲ ਕਰਦਾ ਹਾਂ। ਉਸ ਨਾਲ ਕੋਈ ਵੀ ਲੈਣ-ਦੇਣ ਕਰਨ ਵਾਲਾ ਖੁਦ ਜ਼ਿੰਮੇਵਾਰ ਹੋਵੇਗਾ। [216,280,315,351]
notice-paragraph: ■ ਮੈਂ ਆਪਣਾ ਨਾਮ ਬਦਲ ਕੇ ਰੱਖ ਲਿਆ ਹੈ। ਸਬੰਧਤ ਨੋਟ ਕਰਨ। ਮੈਂ ਆਪਣੇ ਨਾਮ ਦੀ ਤਸਦੀਕ ਕਰਵਾ ਲਈ ਹੈ ਅਤੇ ਸਾਰੇ ਦਸਤਾਵੇਜ਼ਾਂ ਵਿੱਚ ਨਾਮ ਦਰਜ ਕਰਵਾ ਦਿੱਤਾ ਹੈ। [423,259,524,294]
column-7 [632,50,730,1465]
list-item: I, Monika Rani w/o Jatinder Kumar R/o B-35 95145A Barewal Road Heb Park Raja Garden Rajguru Nagar Ludhiana Changed My name as Monika. [319,173,419,219]
notice-paragraph: ■ ਮੈਂ ਪਹਿਰੇਦਾਰ ਅਖ਼ਬਾਰ ਪੁੱਤਰ ਮੈਨੂੰ ਤੰਗ ਪਰੇਸ਼ਾਨ ਕਰਦਾ ਹੈ ਅਤੇ ਮੇਰਾ ਕਹਿਣਾ ਨਹੀਂ ਮੰਨਦਾ, ਇਸ ਲਈ ਮੈਂ ਉਸ ਨੂੰ ਆਪਣੀ ਚੱਲ ਅਤੇ ਅਚੱਲ ਜਾਇਦਾਦ ਤੋਂ ਬੇਦਖ਼ਲ ਕਰਦਾ ਹਾਂ। [112,773,212,808]
notice-paragraph: ■ ਮੈਂ ਪਹਿਰੇਦਾਰ ਅਖ਼ਬਾਰ ਪੁੱਤਰ ਮੈਨੂੰ ਤੰਗ ਪਰੇਸ਼ਾਨ ਕਰਦਾ ਹੈ ਅਤੇ ਮੇਰਾ ਕਹਿਣਾ ਨਹੀਂ ਮੰਨਦਾ, ਇਸ ਲਈ ਮੈਂ ਉਸ ਨੂੰ ਆਪਣੀ ਚੱਲ ਅਤੇ ਅਚੱਲ ਜਾਇਦਾਦ ਤੋਂ ਬੇਦਖ਼ਲ ਕਰਦਾ ਹਾਂ। [112,316,212,351]
classified-ad-block [839,292,939,457]
column-3 [216,50,314,1465]
list-item: I, Rajan s/o Jagat R/o H No 1936/3A Street No 2 Near Gandhi Nagar Surinder Nagar Ludhiana Changed My name as Rajan Seth. [528,91,627,128]
notice-paragraph: ■ ਮੈਂ ਪਹਿਰੇਦਾਰ ਅਖ਼ਬਾਰ ਪੁੱਤਰ ਮੈਨੂੰ ਤੰਗ ਪਰੇਸ਼ਾਨ ਕਰਦਾ ਹੈ ਅਤੇ ਮੇਰਾ ਕਹਿਣਾ ਨਹੀਂ ਮੰਨਦਾ, ਇਸ ਲਈ ਮੈਂ ਉਸ ਨੂੰ ਆਪਣੀ ਚੱਲ ਅਤੇ ਅਚੱਲ ਜਾਇਦਾਦ ਤੋਂ ਬੇਦਖ਼ਲ ਕਰਦਾ ਹਾਂ। [631,248,730,283]
notice-paragraph: ■ ਮੈਂ ਰਕਸ਼ੀਲ ਕੁਮਾਰ ਪੁੱਤਰ ਨਰੇਸ਼ ਕੁਮਾਰ ਵਾਸੀ ਮਕਾਨ ਨੰ. 10, ਮਕਾਨ ਨੰਬਰ-20 ਏ, ਪੁੱਤਰ ਤਰਨ ਮਕਸੂਦਾ ਰੋਡ ਦੋਸਾਂਝ ਕਲਾਂ ਐਲਾਨ ਕਰਦਾ ਹਾਂ ਕਿ ਮੇਰੇ ਨਾਮ ਨਾਲ ਜੁੜਿਆ ਹੋਇਆ ਹੈ। ਮੈਂ ਆਪਣੇ ਪੁੱਤਰ ਨੂੰ ਆਪਣੀ ਚੱਲ ਅਤੇ ਅਚੱਲ ਜਾਇਦਾਦ ਤੋਂ ਬੇਦਖ਼ਲ ਕਰਦਾ ਹਾਂ। ਉਸ ਨਾਲ ਕੋਈ ਵੀ ਲੈਣ-ਦੇਣ ਕਰਨ ਵਾਲਾ ਖੁਦ ਜ਼ਿੰਮੇਵਾਰ ਹੋਵੇਗਾ। [112,698,212,769]
notice-paragraph: ■ ਮੈਂ ਪਹਿਰੇਦਾਰ ਅਖ਼ਬਾਰ ਪੁੱਤਰ ਹੁਕਮਾਂ ਵਾਸੀ ਮਕਾਨ ਨੰਬਰ 53, ਪਿੰਡ ਕੋਟਲਾ, ਜ਼ਿਲ੍ਹਾ ਲੁਧਿਆਣਾ ਐਲਾਨ ਕਰਦਾ ਹਾਂ ਕਿ ਮੇਰਾ ਲੜਕਾ ਅਤੇ ਨੂੰਹ ਮੇਰੇ ਕਹਿਣੇ ਤੋਂ ਬਾਹਰ ਹਨ ਅਤੇ ਮੈਨੂੰ ਤੰਗ ਪਰੇਸ਼ਾਨ ਕਰਦੇ ਹਨ, ਇਸ ਲਈ ਮੈਂ ਉਨ੍ਹਾਂ ਨੂੰ ਆਪਣੀ ਚੱਲ ਅਤੇ ਅਚੱਲ ਜਾਇਦਾਦ ਤੋਂ ਬੇਦਖ਼ਲ ਕਰਦਾ ਹਾਂ। ਭਵਿੱਖ ਵਿੱਚ ਉਨ੍ਹਾਂ ਨਾਲ ਕੋਈ ਵੀ ਲੈਣ-ਦੇਣ ਕਰਨ ਵਾਲਾ ਖੁਦ ਜ਼ਿੰਮੇਵਾਰ ਹੋਵੇਗਾ। [423,525,524,596]
notice-paragraph: ■ ਮੈਂ ਆਪਣਾ ਨਾਮ ਬਦਲ ਕੇ ਰੱਖ ਲਿਆ ਹੈ। ਸਬੰਧਤ ਨੋਟ ਕਰਨ। ਮੈਂ ਆਪਣੇ ਨਾਮ ਦੀ ਤਸਦੀਕ ਕਰਵਾ ਲਈ ਹੈ ਅਤੇ ਸਾਰੇ ਦਸਤਾਵੇਜ਼ਾਂ ਵਿੱਚ ਨਾਮ ਦਰਜ ਕਰਵਾ ਦਿੱਤਾ ਹੈ। [216,546,315,580]
list-item: I, Komal w/o Baldeep Kumar R/o Street No 1 Azad Nagar New Ishanpur Ludhiana have Changed my name from Komal to Komal Rani. [319,82,419,119]
notice-paragraph: ■ ਮੈਂ ਪਹਿਰੇਦਾਰ ਅਖ਼ਬਾਰ ਪੁੱਤਰ ਹੁਕਮਾਂ ਵਾਸੀ ਮਕਾਨ ਨੰਬਰ 53, ਪਿੰਡ ਕੋਟਲਾ, ਜ਼ਿਲ੍ਹਾ ਲੁਧਿਆਣਾ ਐਲਾਨ ਕਰਦਾ ਹਾਂ ਕਿ ਮੇਰਾ ਲੜਕਾ ਅਤੇ ਨੂੰਹ ਮੇਰੇ ਕਹਿਣੇ ਤੋਂ ਬਾਹਰ ਹਨ ਅਤੇ ਮੈਨੂੰ ਤੰਗ ਪਰੇਸ਼ਾਨ ਕਰਦੇ ਹਨ, ਇਸ ਲਈ ਮੈਂ ਉਨ੍ਹਾਂ ਨੂੰ ਆਪਣੀ ਚੱਲ ਅਤੇ ਅਚੱਲ ਜਾਇਦਾਦ ਤੋਂ ਬੇਦਖ਼ਲ ਕਰਦਾ ਹਾਂ। ਭਵਿੱਖ ਵਿੱਚ ਉਨ੍ਹਾਂ ਨਾਲ ਕੋਈ ਵੀ ਲੈਣ-ਦੇਣ ਕਰਨ ਵਾਲਾ ਖੁਦ ਜ਼ਿੰਮੇਵਾਰ ਹੋਵੇਗਾ। [423,71,524,141]
notice-paragraph: ■ ਮੈਂ ਆਪਣਾ ਨਾਮ ਬਦਲ ਕੇ ਰੱਖ ਲਿਆ ਹੈ। ਸਬੰਧਤ ਨੋਟ ਕਰਨ। ਮੈਂ ਆਪਣੇ ਨਾਮ ਦੀ ਤਸਦੀਕ ਕਰਵਾ ਲਈ ਹੈ ਅਤੇ ਸਾਰੇ ਦਸਤਾਵੇਜ਼ਾਂ ਵਿੱਚ ਨਾਮ ਦਰਜ ਕਰਵਾ ਦਿੱਤਾ ਹੈ। [6,849,108,884]
bank-account-text: ਅਦਾਰਾ ਪਹਿਰੇਦਾਰ ਦਾ ਬੈਂਕ ਖਾਤਾ ਆਈ.ਡੀ.ਬੀ.ਆਈ ਬੈਂਕ 'ਚ ਪਹਿਰੇਦਾਰ ਦੇ ਨਾਮ 'ਤੇ ਜਲੰਧਰ ਬ੍ਰਾਂਚ 'ਚ ਹੈ। ਖਾਤਾ ਨੰਬਰ : 1014102000000578 ਹੈ। ਆਈ.ਐਫ.ਐਸ.ਸੀ ਕੋਡ ਹੈ : IBKL0001014 ਹੈ। [6,84,108,140]
list-item: I, Krishn Kumar Upadhayay s/o Shambhu Nath Upadhayay R/o H No 85 C Phase 3 Pakhowal Road Shaheed Karnail Singh Nagar Basant Avenue Ludhiana declare that Krishn Kumar Upadhayay and Krishn Kumar Upadyay both names are one and same person and belongs to me. [528,131,627,207]
notice-title: Notice To Appear/attend Proceeding Of DLM&SFC-Ldh [753,56,921,103]
tender-ad-sign: ਮੈਨੇਜਰ [778,417,792,424]
notice-paragraph: ■ ਮੈਂ ਆਪਣਾ ਨਾਮ ਬਦਲ ਕੇ ਰੱਖ ਲਿਆ ਹੈ। ਸਬੰਧਤ ਨੋਟ ਕਰਨ। ਮੈਂ ਆਪਣੇ ਨਾਮ ਦੀ ਤਸਦੀਕ ਕਰਵਾ ਲਈ ਹੈ ਅਤੇ ਸਾਰੇ ਦਸਤਾਵੇਜ਼ਾਂ ਵਿੱਚ ਨਾਮ ਦਰਜ ਕਰਵਾ ਦਿੱਤਾ ਹੈ। [216,394,315,428]
notice-paragraph: ■ ਮੈਂ ਰਕਸ਼ੀਲ ਕੁਮਾਰ ਪੁੱਤਰ ਨਰੇਸ਼ ਕੁਮਾਰ ਵਾਸੀ ਮਕਾਨ ਨੰ. 10, ਮਕਾਨ ਨੰਬਰ-20 ਏ, ਪੁੱਤਰ ਤਰਨ ਮਕਸੂਦਾ ਰੋਡ ਦੋਸਾਂਝ ਕਲਾਂ ਐਲਾਨ ਕਰਦਾ ਹਾਂ ਕਿ ਮੇਰੇ ਨਾਮ ਨਾਲ ਜੁੜਿਆ ਹੋਇਆ ਹੈ। ਮੈਂ ਆਪਣੇ ਪੁੱਤਰ ਨੂੰ ਆਪਣੀ ਚੱਲ ਅਤੇ ਅਚੱਲ ਜਾਇਦਾਦ ਤੋਂ ਬੇਦਖ਼ਲ ਕਰਦਾ ਹਾਂ। ਉਸ ਨਾਲ ਕੋਈ ਵੀ ਲੈਣ-ਦੇਣ ਕਰਨ ਵਾਲਾ ਖੁਦ ਜ਼ਿੰਮੇਵਾਰ ਹੋਵੇਗਾ। [423,373,524,444]
